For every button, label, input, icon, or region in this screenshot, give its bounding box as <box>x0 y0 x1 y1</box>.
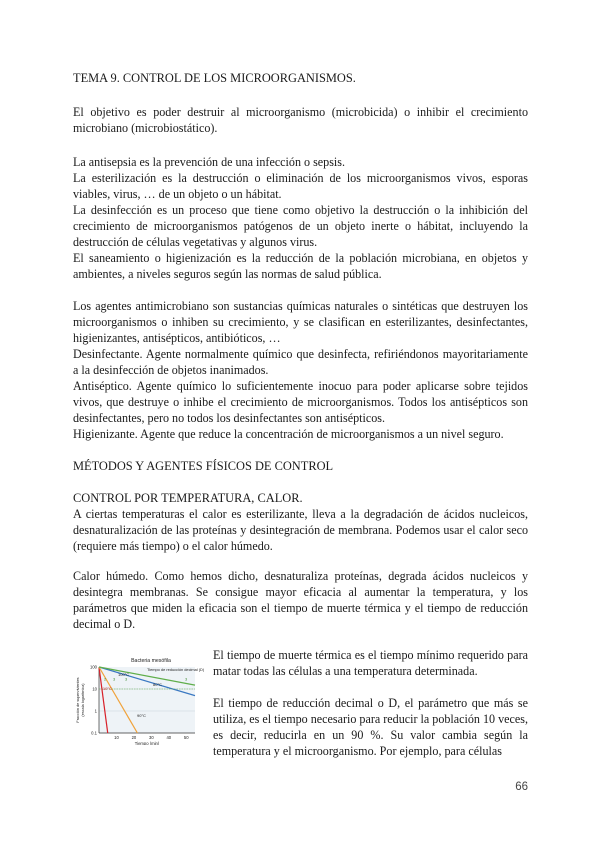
curve-label: 80°C <box>153 682 162 687</box>
x-axis-label: Tiempo (min) <box>134 741 160 745</box>
chart-title: Bacteria mesófila <box>131 658 171 664</box>
subsection-heading: CONTROL POR TEMPERATURA, CALOR. <box>73 491 303 505</box>
y-axis-label: Fracción de supervivientes <box>76 677 80 723</box>
definition-esterilizacion: La esterilización es la destrucción o eliminación de los microorganismos vivos, esporas viables, virus, … de un objeto o un hábitat. <box>73 171 528 201</box>
d-value-label: 3 <box>185 676 188 682</box>
antiseptico-paragraph: Antiséptico. Agente químico lo suficientemente inocuo para poder aplicarse sobre tejidos vivos, que destruye o inhibe el crecimiento de microorganismos. Todos los antisépticos son desinfectantes, pero no todos los desinfectantes son antisépticos. <box>73 379 528 425</box>
survival-chart-figure <box>73 653 205 745</box>
y-tick-label: 1 <box>94 708 97 714</box>
x-tick-label: 40 <box>166 735 172 740</box>
decimal-reduction-paragraph: El tiempo de reducción decimal o D, el parámetro que más se utiliza, es el tiempo necesario para reducir la población 10 veces, es decir, reducirla en un 90 %. Su valor cambia según la temperatura y el microorganismo. Por ejemplo, para células <box>213 696 528 758</box>
x-tick-label: 50 <box>183 735 189 740</box>
document-title: TEMA 9. CONTROL DE LOS MICROORGANISMOS. <box>73 71 356 85</box>
higienizante-paragraph: Higienizante. Agente que reduce la concentración de microorganismos a un nivel seguro. <box>73 427 504 441</box>
thermal-death-paragraph: El tiempo de muerte térmica es el tiempo mínimo requerido para matar todas las células a una temperatura determinada. <box>213 648 528 678</box>
curve-label: 90°C <box>137 713 146 718</box>
y-axis-label-2: (escala logarítmica) <box>81 683 85 717</box>
y-tick-label: 0.1 <box>91 730 97 736</box>
page-number: 66 <box>515 781 528 793</box>
section-heading: MÉTODOS Y AGENTES FÍSICOS DE CONTROL <box>73 459 334 473</box>
curve-label: 110°C <box>101 686 112 691</box>
temperature-paragraph: A ciertas temperaturas el calor es esterilizante, lleva a la degradación de ácidos nucleicos, desnaturalización de las proteínas y desintegración de membrana. Podemos usar el calor seco (requiere más tiempo) o el calor húmedo. <box>73 507 528 553</box>
desinfectante-paragraph: Desinfectante. Agente normalmente químico que desinfecta, refiriéndonos mayoritariamente a la desinfección de objetos inanimados. <box>73 347 528 377</box>
agents-paragraph: Los agentes antimicrobiano son sustancias químicas naturales o sintéticas que destruyen los microorganismos o inhiben su crecimiento, y se clasifican en esterilizantes, desinfectantes, higienizantes, antisépticos, antibióticos, … <box>73 299 528 345</box>
x-tick-label: 10 <box>114 735 119 740</box>
d-value-label: 2 <box>104 676 107 682</box>
survival-chart <box>73 653 205 745</box>
y-tick-label: 10 <box>92 686 97 692</box>
d-value-label: 3 <box>125 676 128 682</box>
humid-heat-paragraph: Calor húmedo. Como hemos dicho, desnaturaliza proteínas, degrada ácidos nucleicos y desintegra membranas. Se consigue mayor eficacia al aumentar la temperatura, y los parámetros que miden la eficacia son el tiempo de muerte térmica y el tiempo de reducción decimal o D. <box>73 569 528 631</box>
y-tick-label: 100 <box>90 664 97 670</box>
intro-paragraph: El objetivo es poder destruir al microorganismo (microbicida) o inhibir el crecimiento microbiano (microbiostático). <box>73 105 528 135</box>
definition-antisepsia: La antisepsia es la prevención de una infección o sepsis. <box>73 155 346 169</box>
curve-label: 100°C <box>118 672 130 677</box>
x-tick-label: 20 <box>131 735 137 740</box>
definition-saneamiento: El saneamiento o higienización es la reducción de la población microbiana, en objetos y ambientes, a niveles seguros según las normas de salud pública. <box>73 251 528 281</box>
chart-legend-text: Tiempo de reducción decimal (D) <box>147 667 205 672</box>
d-value-label: 3 <box>113 676 116 682</box>
definition-desinfeccion: La desinfección es un proceso que tiene como objetivo la destrucción o la inhibición del crecimiento de microorganismos patógenos de un objeto inerte o hábitat, incluyendo la destrucción de células vegetativas y algunos virus. <box>73 203 528 249</box>
x-tick-label: 30 <box>149 735 154 740</box>
